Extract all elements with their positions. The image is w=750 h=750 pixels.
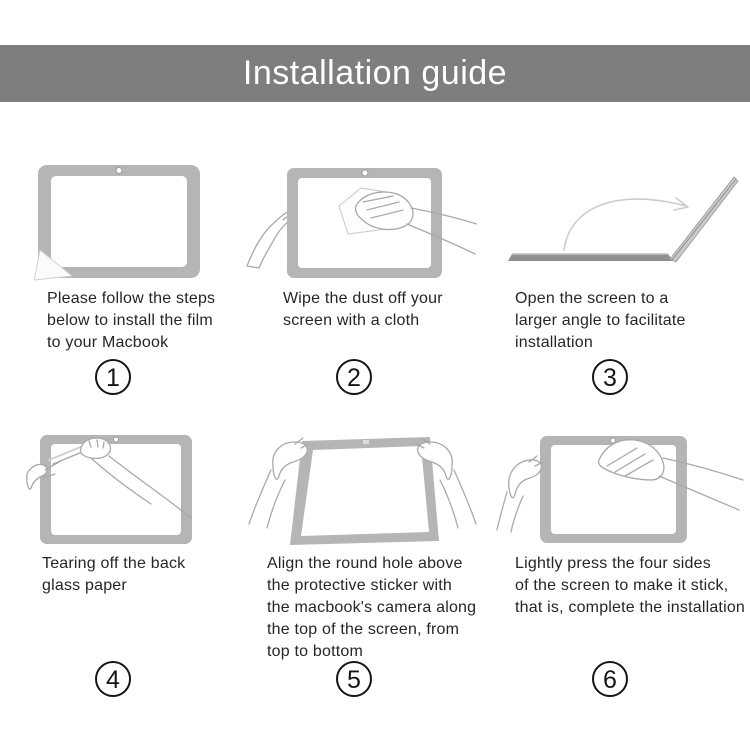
laptop-base	[508, 254, 673, 261]
caption-line: Tearing off the back	[42, 555, 186, 572]
step-1-caption	[30, 288, 242, 354]
step-1	[30, 162, 242, 392]
caption-line: larger angle to facilitate	[515, 312, 686, 329]
step-4-caption	[25, 553, 240, 597]
caption-line: to your Macbook	[47, 334, 169, 351]
step-5-caption	[245, 553, 480, 663]
hands-tearing-back-glass-paper-icon	[25, 432, 240, 547]
camera-dot-icon	[363, 440, 369, 444]
step-number-badge: 4	[95, 661, 131, 697]
caption-line: Please follow the steps	[47, 290, 216, 307]
step-number-badge: 3	[592, 359, 628, 395]
hands-aligning-protector-icon	[245, 432, 480, 547]
caption-line: glass paper	[42, 577, 127, 594]
caption-line: Open the screen to a	[515, 290, 669, 307]
screen-glass	[51, 176, 187, 267]
caption-line: the macbook's camera along	[267, 599, 477, 616]
caption-line: top to bottom	[267, 643, 363, 660]
screen-glass	[51, 444, 181, 535]
laptop-open-wide-angle-icon	[500, 162, 740, 282]
camera-dot-icon	[114, 437, 119, 442]
step-5	[245, 432, 480, 694]
banner	[0, 45, 750, 102]
caption-line: installation	[515, 334, 594, 351]
step-number-badge: 5	[336, 661, 372, 697]
camera-dot-icon	[611, 438, 616, 443]
caption-line: Wipe the dust off your	[283, 290, 443, 307]
camera-dot-icon	[116, 168, 122, 174]
macbook-screen-peeled-film-icon	[30, 162, 242, 282]
step-number-badge: 6	[592, 661, 628, 697]
step-6-caption	[495, 553, 750, 619]
caption-line: the protective sticker with	[267, 577, 453, 594]
caption-line: of the screen to make it stick,	[515, 577, 729, 594]
step-number-badge: 2	[336, 359, 372, 395]
step-3	[500, 162, 740, 392]
step-number-badge: 1	[95, 359, 131, 395]
caption-line: Lightly press the four sides	[515, 555, 711, 572]
hands-pressing-screen-edges-icon	[495, 432, 750, 547]
caption-line: Align the round hole above	[267, 555, 463, 572]
step-3-caption	[500, 288, 740, 354]
caption-line: that is, complete the installation	[515, 599, 746, 616]
screen-glass	[301, 446, 429, 536]
page-title: Installation guide	[242, 54, 508, 92]
hand-wiping-screen-with-cloth-icon	[245, 162, 477, 282]
caption-line: below to install the film	[47, 312, 213, 329]
left-pressing-hand	[497, 456, 543, 532]
caption-line: screen with a cloth	[283, 312, 420, 329]
lid-edge-line	[672, 179, 736, 260]
open-direction-arrow-icon	[564, 198, 688, 250]
caption-line: the top of the screen, from	[267, 621, 460, 638]
step-2	[245, 162, 477, 392]
camera-dot-icon	[362, 170, 368, 176]
step-4	[25, 432, 240, 694]
step-2-caption	[245, 288, 477, 332]
step-6	[495, 432, 750, 694]
